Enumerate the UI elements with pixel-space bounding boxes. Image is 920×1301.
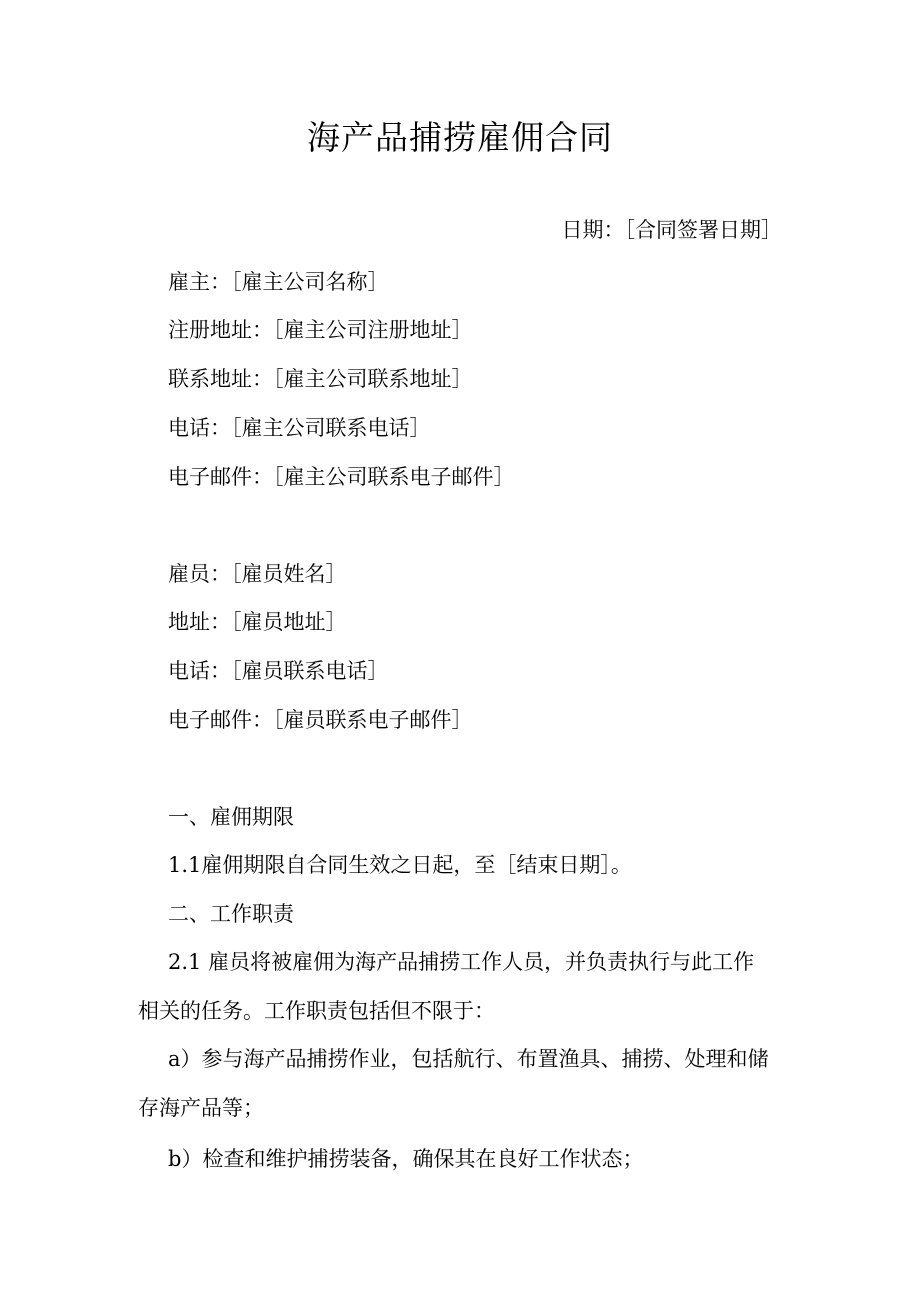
- employee-address: 地址：［雇员地址］: [168, 610, 347, 634]
- employee-phone: 电话：［雇员联系电话］: [168, 659, 389, 683]
- item-a-line-1: a）参与海产品捕捞作业，包括航行、布置渔具、捕捞、处理和储: [168, 1047, 769, 1071]
- clause-2-1-line-1: 2.1 雇员将被雇佣为海产品捕捞工作人员，并负责执行与此工作: [168, 950, 755, 974]
- employer-registered-address: 注册地址：［雇主公司注册地址］: [168, 318, 473, 342]
- document-title: 海产品捕捞雇佣合同: [307, 118, 613, 157]
- employee-name: 雇员：［雇员姓名］: [168, 562, 347, 586]
- item-b-line-1: b）检查和维护捕捞装备，确保其在良好工作状态；: [168, 1147, 644, 1171]
- item-a-line-2: 存海产品等；: [138, 1096, 264, 1120]
- employer-email: 电子邮件：［雇主公司联系电子邮件］: [168, 465, 515, 489]
- clause-2-1-line-2: 相关的任务。工作职责包括但不限于：: [138, 999, 495, 1023]
- clause-1-1: 1.1雇佣期限自合同生效之日起，至［结束日期］。: [168, 853, 632, 877]
- contract-date: 日期：［合同签署日期］: [561, 218, 782, 242]
- employer-name: 雇主：［雇主公司名称］: [168, 270, 389, 294]
- employer-contact-address: 联系地址：［雇主公司联系地址］: [168, 367, 473, 391]
- section-2-heading: 二、工作职责: [168, 902, 294, 926]
- employee-email: 电子邮件：［雇员联系电子邮件］: [168, 708, 473, 732]
- section-1-heading: 一、雇佣期限: [168, 805, 294, 829]
- employer-phone: 电话：［雇主公司联系电话］: [168, 416, 431, 440]
